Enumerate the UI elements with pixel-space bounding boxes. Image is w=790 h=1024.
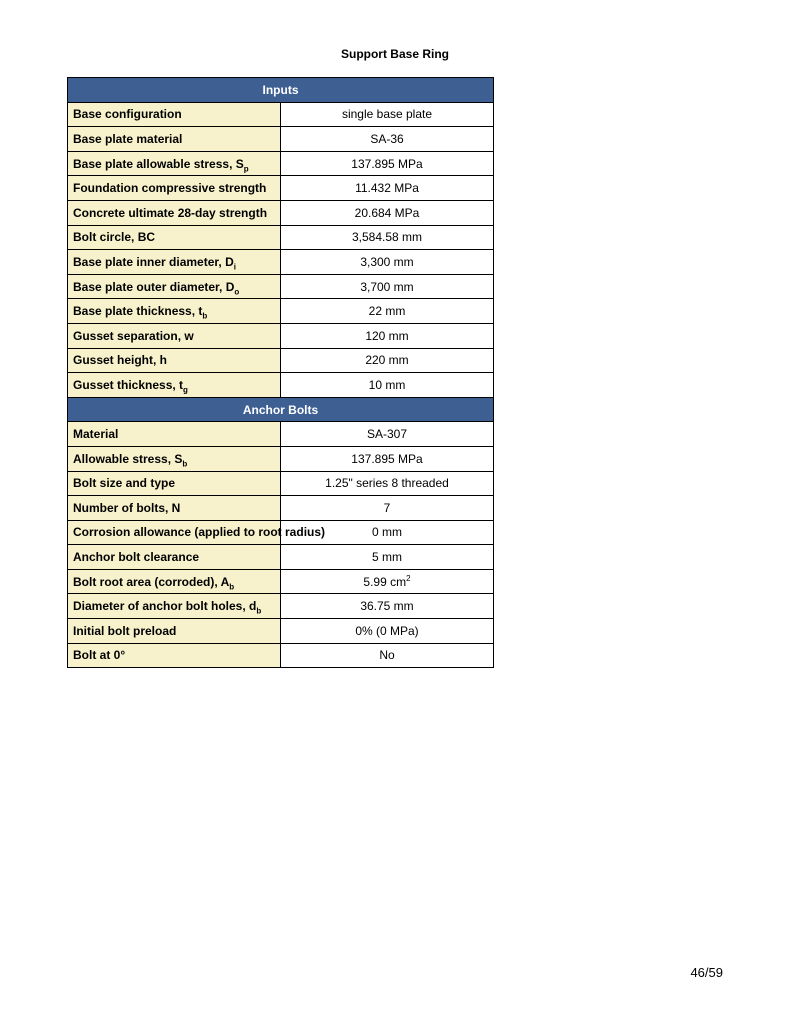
row-value: 22 mm	[368, 304, 406, 319]
row-label: Bolt circle, BC	[73, 230, 156, 245]
row-label: Number of bolts, N	[73, 500, 181, 515]
section-header-label: Inputs	[68, 78, 494, 103]
row-value: 137.895 MPa	[351, 156, 423, 171]
row-label-subscript: b	[229, 582, 235, 592]
row-value-cell	[281, 373, 494, 398]
row-label-cell	[68, 422, 281, 447]
table-row	[68, 422, 494, 447]
row-value-cell	[281, 594, 494, 619]
table-row	[68, 250, 494, 275]
row-value-cell	[281, 323, 494, 348]
row-value: SA-307	[366, 427, 408, 442]
row-label: Gusset separation, w	[73, 328, 194, 343]
row-value: SA-36	[370, 131, 404, 146]
row-label-subscript: b	[202, 311, 208, 321]
row-label-cell	[68, 274, 281, 299]
row-label-cell	[68, 323, 281, 348]
row-value-cell	[281, 619, 494, 644]
row-label: Initial bolt preload	[73, 623, 177, 638]
row-label-subscript: o	[234, 286, 240, 296]
row-label-subscript: i	[233, 262, 236, 272]
row-label-cell	[68, 151, 281, 176]
row-label: Base plate inner diameter, D	[73, 254, 234, 269]
row-value: 1.25" series 8 threaded	[325, 476, 449, 491]
row-label: Base plate allowable stress, S	[73, 156, 244, 171]
row-label: Anchor bolt clearance	[73, 550, 200, 565]
row-label-cell	[68, 348, 281, 373]
row-value-cell	[281, 422, 494, 447]
row-label-subscript: g	[183, 385, 188, 395]
table-row	[68, 323, 494, 348]
row-label-cell	[68, 569, 281, 594]
row-value: 20.684 MPa	[354, 205, 420, 220]
row-label: Foundation compressive strength	[73, 181, 267, 196]
row-label-cell	[68, 594, 281, 619]
table-row	[68, 496, 494, 521]
table-row	[68, 569, 494, 594]
row-label-cell	[68, 225, 281, 250]
row-label: Gusset height, h	[73, 353, 168, 368]
page-number: 46/59	[690, 965, 723, 980]
row-value: 11.432 MPa	[355, 181, 419, 196]
row-value-cell	[281, 127, 494, 152]
row-label-subscript: p	[243, 163, 249, 173]
row-label-cell	[68, 619, 281, 644]
row-value-cell	[281, 274, 494, 299]
row-label: Bolt root area (corroded), A	[73, 574, 230, 589]
row-value-cell	[281, 471, 494, 496]
table-row	[68, 594, 494, 619]
row-label-cell	[68, 200, 281, 225]
table-row	[68, 225, 494, 250]
row-value-superscript: 2	[406, 573, 411, 583]
row-value: 3,300 mm	[360, 254, 414, 269]
row-label: Base plate thickness, t	[73, 304, 203, 319]
row-value: 120 mm	[365, 328, 409, 343]
row-label: Allowable stress, S	[73, 451, 183, 466]
row-value-cell	[281, 200, 494, 225]
table-row	[68, 446, 494, 471]
row-label: Base plate outer diameter, D	[73, 279, 235, 294]
row-value-cell	[281, 446, 494, 471]
table-row	[68, 373, 494, 398]
row-label: Gusset thickness, t	[73, 377, 184, 392]
table-row	[68, 643, 494, 668]
row-value-cell	[281, 496, 494, 521]
row-label-cell	[68, 643, 281, 668]
row-value-cell	[281, 176, 494, 201]
row-value-cell	[281, 151, 494, 176]
row-label-cell	[68, 250, 281, 275]
row-label-cell	[68, 373, 281, 398]
row-label-subscript: b	[182, 459, 188, 469]
row-label-cell	[68, 545, 281, 570]
table-row	[68, 471, 494, 496]
table-row	[68, 102, 494, 127]
row-label: Base plate material	[73, 131, 183, 146]
table-row	[68, 127, 494, 152]
row-label: Base configuration	[73, 107, 182, 122]
row-value-cell	[281, 348, 494, 373]
section-header-anchor-bolts	[68, 397, 494, 422]
table-row	[68, 348, 494, 373]
row-label: Corrosion allowance (applied to root radius)	[73, 525, 326, 540]
row-value-cell	[281, 250, 494, 275]
row-label: Bolt at 0°	[73, 648, 126, 663]
table-row	[68, 520, 494, 545]
page-title: Support Base Ring	[340, 47, 449, 61]
row-value: 5 mm	[372, 550, 402, 565]
row-value: 7	[383, 500, 391, 515]
section-header-label: Anchor Bolts	[68, 397, 494, 422]
row-value: 5.99 cm	[363, 574, 407, 589]
row-value-cell	[281, 569, 494, 594]
section-header-inputs	[68, 78, 494, 103]
row-value-cell	[281, 299, 494, 324]
row-value-cell	[281, 545, 494, 570]
row-label: Material	[73, 427, 119, 442]
row-label-cell	[68, 127, 281, 152]
row-label-cell	[68, 102, 281, 127]
row-label: Concrete ultimate 28-day strength	[73, 205, 268, 220]
row-value: 36.75 mm	[360, 599, 414, 614]
row-label-cell	[68, 176, 281, 201]
row-value-cell	[281, 643, 494, 668]
row-value: 10 mm	[368, 377, 406, 392]
row-value: single base plate	[341, 107, 433, 122]
row-label-cell	[68, 299, 281, 324]
table-row	[68, 200, 494, 225]
row-value-cell	[281, 102, 494, 127]
row-label-cell	[68, 520, 326, 545]
table-row	[68, 274, 494, 299]
table-row	[68, 619, 494, 644]
row-label-cell	[68, 446, 281, 471]
row-value: 0% (0 MPa)	[355, 623, 419, 638]
row-value: 220 mm	[365, 353, 409, 368]
row-value-cell	[281, 225, 494, 250]
row-value: 0 mm	[372, 525, 402, 540]
row-label: Diameter of anchor bolt holes, d	[73, 599, 257, 614]
row-label-cell	[68, 496, 281, 521]
table-row	[68, 151, 494, 176]
row-value: 3,700 mm	[360, 279, 414, 294]
row-label-subscript: b	[256, 606, 262, 616]
row-label-cell	[68, 471, 281, 496]
table-row	[68, 545, 494, 570]
table-row	[68, 176, 494, 201]
support-base-ring-table	[67, 77, 494, 668]
row-value: No	[379, 648, 395, 663]
row-label: Bolt size and type	[73, 476, 176, 491]
row-value: 137.895 MPa	[351, 451, 423, 466]
table-row	[68, 299, 494, 324]
row-value: 3,584.58 mm	[351, 230, 423, 245]
